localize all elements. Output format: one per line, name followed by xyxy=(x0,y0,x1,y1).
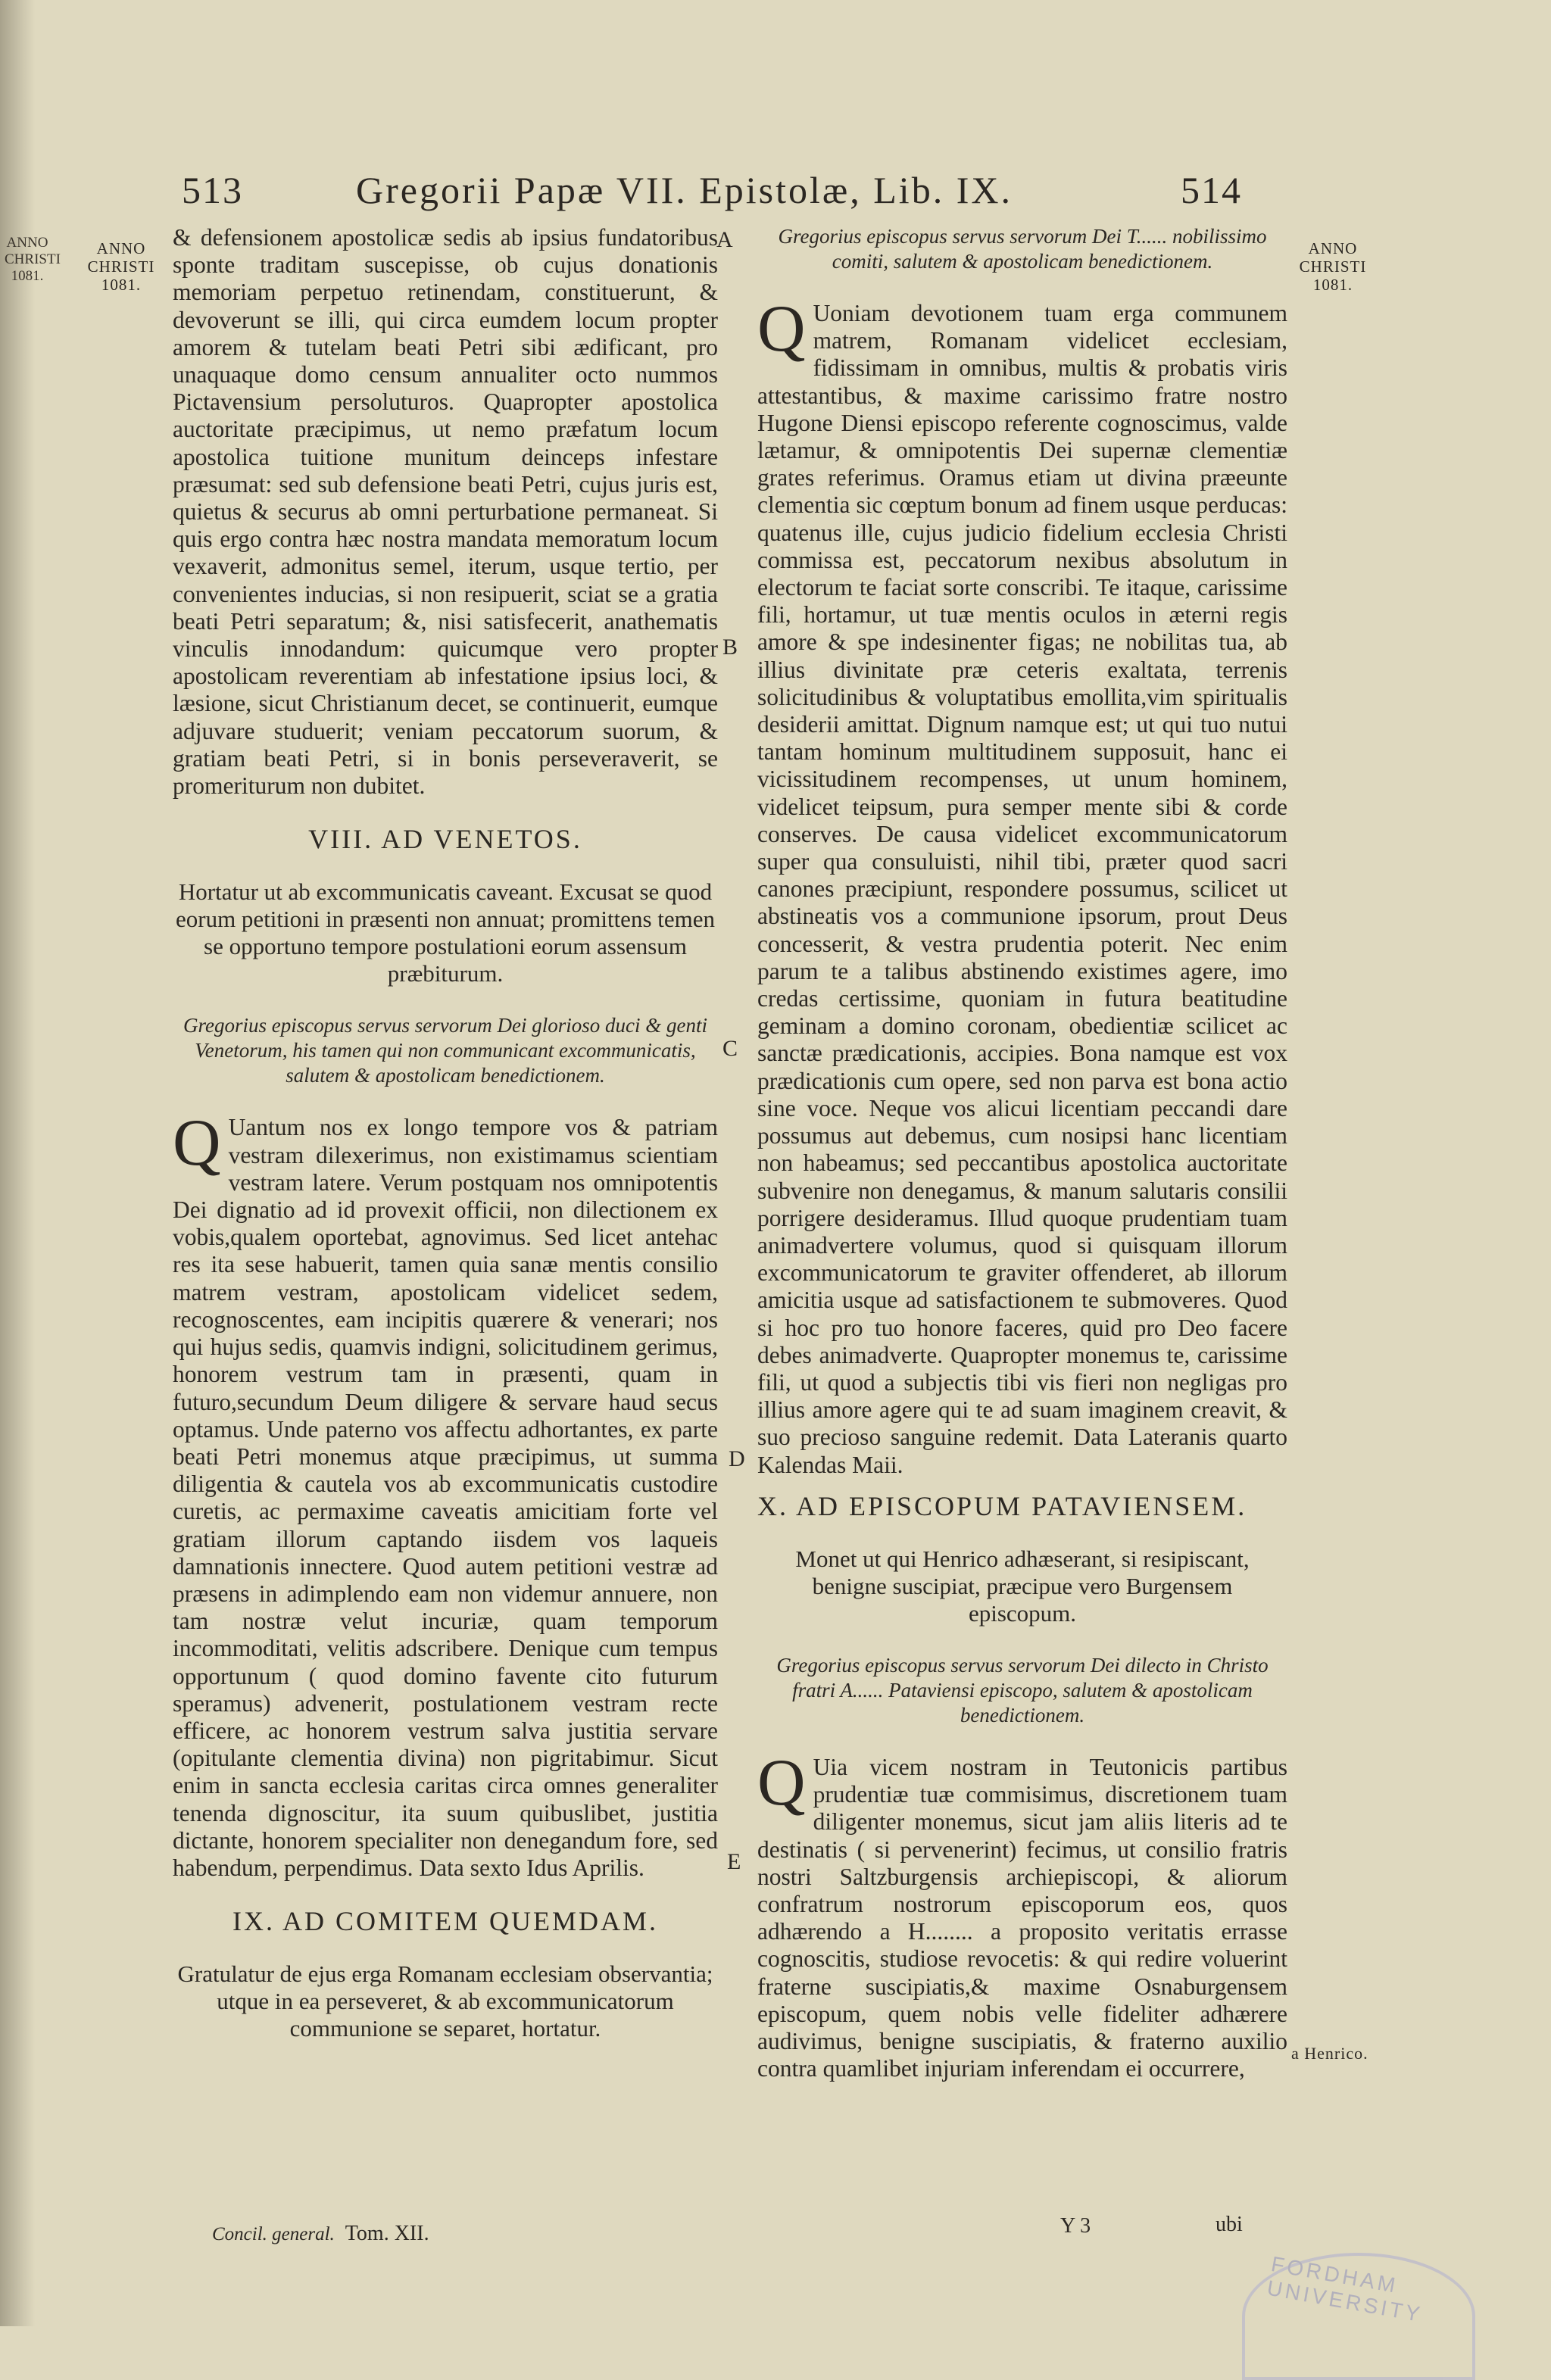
section-letter-d: D xyxy=(729,1446,745,1471)
letter-10-salutation: Gregorius episcopus servus servorum Dei dilecto in Christo fratri A...... Pataviensi episcopo, salutem & apostolicam benedictionem. xyxy=(776,1653,1269,1727)
folio-left: 513 xyxy=(182,169,243,211)
footer-reference: Concil. general. Tom. XII. xyxy=(212,2222,429,2245)
letter-8-summary: Hortatur ut ab excommunicatis caveant. Excusat se quod eorum petitioni in præsenti non annuat; promittens temen se opportuno tempore postulationi eorum assensum præbiturum. xyxy=(175,878,716,987)
running-title: Gregorii Papæ VII. Epistolæ, Lib. IX. xyxy=(356,169,1013,211)
letter-9-body: Q Uoniam devotionem tuam erga communem matrem, Romanam videlicet ecclesiam, fidissimam in omnibus, multis & probatis viris attestantibus, & maxime carissimo fratre nostro Hugone Diensi episcopo referente cognoscimus, valde lætamur, & omnipotentis Dei supernæ clementiæ grates referimus. Oramus etiam ut divina præeunte clementia sic cœptum bonum ad finem usque perducas: quatenus ille, cujus judicio fidelium ecclesia Christi commissa est, peccatorum nexibus absolutum in electorum te faciat sorte conscribi. Te itaque, carissime fili, hortamur, ut tuæ mentis oculos in æterni regis amore & spe indesinenter figas; ne nobilitas tua, ab illius divinitate præ ceteris exaltata, terrenis solicitudinibus & voluptatibus emollita,vim spiritualis desiderii amittat. Dignum namque est; ut qui tuo nutui tantam hominum multitudinem supposuit, hanc ei vicissitudinem recompenses, ut unum hominem, videlicet teipsum, pura semper mente sibi & corde conserves. De causa videlicet excommunicatorum super qua consuluisti, nihil tibi, præter quod sacri canones præcipiunt, respondere possumus, scilicet ut abstineatis vos a communione ipsorum, prout Deus concesserit, & vestra prudentia poterit. Nec enim parum te a talibus abstinendo existimes agere, imo credas certissime, quoniam in futura beatitudine geminam a domino coronam, obedientiæ scilicet ac sanctæ prædicationis, accipies. Bona namque est vox prædicationis cum opere, sed non parva est bona actio sine voce. Neque vos alicui licentiam peccandi dare possumus aut debemus, cum nosipsi hanc licentiam non habeamus; sed peccantibus apostolica auctoritate subvenire non denegamus, & manum salutaris consilii porrigere desideramus. Illud quoque prudentiam tuam animadvertere volumus, quod si quisquam illorum excommunicatorum te graviter offenderet, ab illorum amicitia usque ad satisfactionem te submoveres. Quod si hoc pro tuo honore faceres, quid pro Deo facere debes animadverte. Quapropter monemus te, carissime fili, ut quod a subjectis tibi vis fieri non negligas pro illius amore agere qui te ad suam imaginem creavit, & suo precioso sanguine redemit. Data Lateranis quarto Kalendas Maii. xyxy=(757,292,1287,1478)
letter-10-heading: X. AD EPISCOPUM PATAVIENSEM. xyxy=(757,1490,1247,1521)
letter-10-body: Q Uia vicem nostram in Teutonicis partibus prudentiæ tuæ commisimus, discretionem tuam diligenter monemus, sicut jam aliis literis ad te destinatis ( si pervenerint) fecimus, ut consilio fratris nostri Saltzburgensis archiepiscopi, & aliorum confratrum nostrorum episcoporum eos, quos adhærendo a H........ a proposito veritatis errasse cognoscitis, studiose revocetis: & qui redire voluerint fraterne suscipiatis,& maxime Osnaburgensem episcopum, quem nobis velle fideliter adhærere audivimus, benigne suscipiatis, & fraterno auxilio contra quamlibet injuriam inferendam ei occurrere, xyxy=(757,1745,1287,2082)
margin-year-left: ANNO CHRISTI 1081. xyxy=(87,239,155,294)
running-head xyxy=(151,168,1333,229)
drop-cap: Q xyxy=(757,1745,806,1820)
catchword: ubi xyxy=(1216,2213,1243,2236)
drop-cap: Q xyxy=(173,1106,221,1181)
continuation-text: & defensionem apostolicæ sedis ab ipsius fundatoribus sponte traditam suscepisse, ob cujus donationis memoriam perpetuo retinendam, constituerunt, & devoverunt se illi, qui circa eumdem locum propter amorem & tutelam beati Petri sibi ædificant, pro unaquaque domo censum annualiter octo nummos Pictavensium persoluturos. Quapropter apostolica auctoritate præcipimus, ut nemo præfatum locum apostolica tuitione munitum deinceps infestare præsumat: sed sub defensione beati Petri, cujus juris est, quietus & securus ab omni perturbatione permaneat. Si quis ergo contra hæc nostra mandata memoratum locum vexaverit, admonitus semel, iterum, usque tertio, per convenientes inducias, si non resipuerit, sciat se a gratia beati Petri separatum; &, nisi satisfecerit, anathematis vinculis innodandum: quicumque vero propter apostolicam reverentiam ab infestatione ipsius loci, & læsione, sicut Christianum decet, se continuerit, eumque adjuvare studuerit; veniam peccatorum suorum, & gratiam beati Petri, si in bonis perseveraverit, se promeriturum non dubitet. xyxy=(173,224,718,800)
folio-right: 514 xyxy=(1181,169,1242,211)
right-column xyxy=(757,224,1287,2082)
signature-mark: Y 3 xyxy=(1060,2214,1091,2238)
letter-9-heading: IX. AD COMITEM QUEMDAM. xyxy=(232,1906,658,1937)
previous-page-margin-note: ANNO CHRISTI 1081. xyxy=(5,235,61,284)
library-stamp: FORDHAM UNIVERSITY xyxy=(1242,2253,1475,2380)
section-letter-c: C xyxy=(722,1036,738,1061)
letter-9-summary: Gratulatur de ejus erga Romanam ecclesiam observantia; utque in ea perseveret, & ab excommunicatorum communione se separet, hortatur. xyxy=(177,1960,713,2042)
letter-8-heading: VIII. AD VENETOS. xyxy=(308,824,582,855)
letter-8-body: Q Uantum nos ex longo tempore vos & patriam vestram dilexerimus, non existimamus scientiam vestram latere. Verum postquam nos omnipotentis Dei dignatio ad id provexit officii, non dilectionem ex vobis,qualem oportebat, agnovimus. Sed licet antehac res ita sese habuerit, tamen quia sanæ mentis consilio matrem vestram, apostolicam videlicet sedem, recognoscentes, eam incipitis quærere & venerari; nos qui hujus sedis, quamvis indigni, solicitudinem gerimus, honorem vestrum tam in præsenti, quam in futuro,secundum Deum diligere & servare haud secus optamus. Unde paterno vos affectu adhortantes, ex parte beati Petri monemus atque præcipimus, ut summa diligentia & cautela vos ab excommunicatis custodire curetis, ac permaxime caveatis amicitiam forte vel gratiam illorum captando iisdem vos laqueis damnationis innectere. Quod autem petitioni vestræ ad præsens in adimplendo eam non videmur annuere, non tam nostræ velut incuriæ, quam temporum incommoditati, velitis adscribere. Denique cum tempus opportunum ( quod domino favente cito futurum speramus) advenerit, postulationem vestram recte efficere, ac honorem vestrum salva justitia servare (opitulante clementia divina) non pigritabimur. Sicut enim in sancta ecclesia caritas circa omnes generaliter tenenda dignoscitur, ita suum quibuslibet, justitia dictante, honorem specialiter non denegandum fore, sed habendum, perpendimus. Data sexto Idus Aprilis. xyxy=(173,1106,718,1881)
left-column xyxy=(173,224,718,2042)
margin-year-right: ANNO CHRISTI 1081. xyxy=(1299,239,1367,294)
section-letter-e: E xyxy=(727,1849,741,1874)
letter-9-salutation: Gregorius episcopus servus servorum Dei T...... nobilissimo comiti, salutem & apostolicam benedictionem. xyxy=(778,225,1267,273)
page-gutter xyxy=(0,0,35,2326)
section-letter-a: A xyxy=(716,227,733,252)
section-letter-b: B xyxy=(722,635,738,660)
footnote-marker: a Henrico. xyxy=(1291,2044,1368,2063)
letter-8-salutation: Gregorius episcopus servus servorum Dei glorioso duci & genti Venetorum, his tamen qui non communicant excommunicatis, salutem & apostolicam benedictionem. xyxy=(183,1014,707,1087)
drop-cap: Q xyxy=(757,292,806,366)
letter-10-summary: Monet ut qui Henrico adhæserant, si resipiscant, benigne suscipiat, præcipue vero Burgensem episcopum. xyxy=(795,1545,1250,1627)
